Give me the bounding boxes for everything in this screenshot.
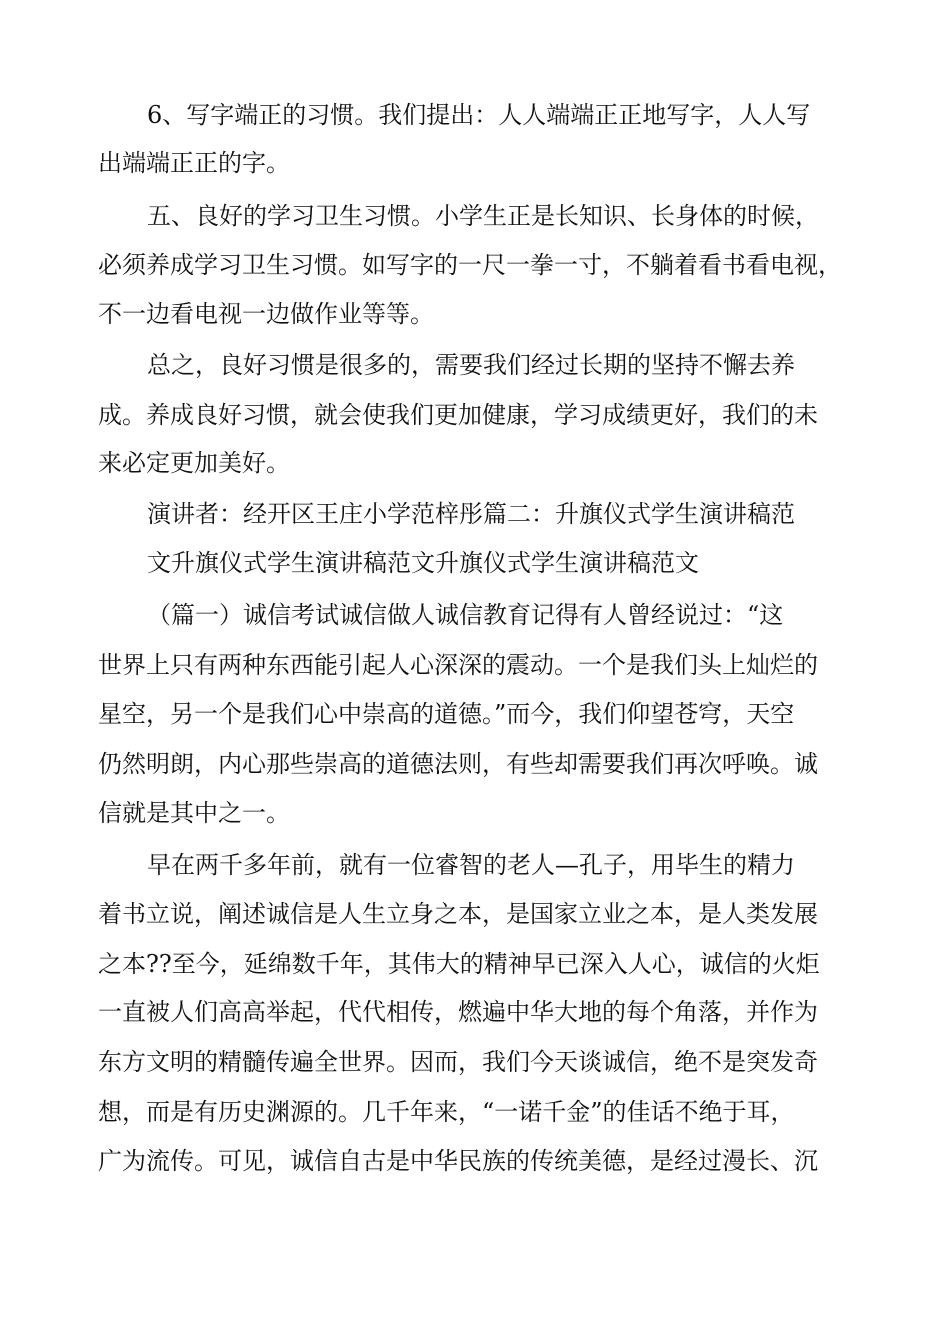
text-line: 不一边看电视一边做作业等等。 [98,300,434,328]
text-line: 文升旗仪式学生演讲稿范文升旗仪式学生演讲稿范文 [147,549,699,577]
text-line: 之本??至今，延绵数千年，其伟大的精神早已深入人心，诚信的火炬 [98,950,820,978]
text-line: 早在两千多年前，就有一位睿智的老人—孔子，用毕生的精力 [147,851,795,879]
text-line: （篇一）诚信考试诚信做人诚信教育记得有人曾经说过：“这 [147,601,784,629]
text-line: 五、良好的学习卫生习惯。小学生正是长知识、长身体的时候， [147,202,819,230]
text-line: 必须养成学习卫生习惯。如写字的一尺一拳一寸，不躺着看书看电视， [98,251,842,279]
text-line: 来必定更加美好。 [98,449,290,477]
text-line: 着书立说，阐述诚信是人生立身之本，是国家立业之本，是人类发展 [98,900,818,928]
text-line: 想，而是有历史渊源的。几千年来，“一诺千金”的佳话不绝于耳， [98,1098,795,1126]
text-line: 一直被人们高高举起，代代相传，燃遍中华大地的每个角落，并作为 [98,998,818,1026]
text-line: 广为流传。可见，诚信自古是中华民族的传统美德，是经过漫长、沉 [98,1147,818,1175]
text-line: 出端端正正的字。 [98,149,290,177]
text-line: 星空，另一个是我们心中崇高的道德。”而今，我们仰望苍穹，天空 [98,700,795,728]
text-line: 演讲者：经开区王庄小学范梓彤篇二：升旗仪式学生演讲稿范 [147,500,795,528]
text-line: 世界上只有两种东西能引起人心深深的震动。一个是我们头上灿烂的 [98,651,818,679]
text-line: 仍然明朗，内心那些崇高的道德法则，有些却需要我们再次呼唤。诚 [98,750,818,778]
text-line: 6、写字端正的习惯。我们提出：人人端端正正地写字，人人写 [147,101,811,129]
text-line: 信就是其中之一。 [98,799,290,827]
text-line: 成。养成良好习惯，就会使我们更加健康，学习成绩更好，我们的未 [98,401,818,429]
text-line: 总之，良好习惯是很多的，需要我们经过长期的坚持不懈去养 [147,351,795,379]
text-line: 东方文明的精髓传遍全世界。因而，我们今天谈诚信，绝不是突发奇 [98,1048,818,1076]
